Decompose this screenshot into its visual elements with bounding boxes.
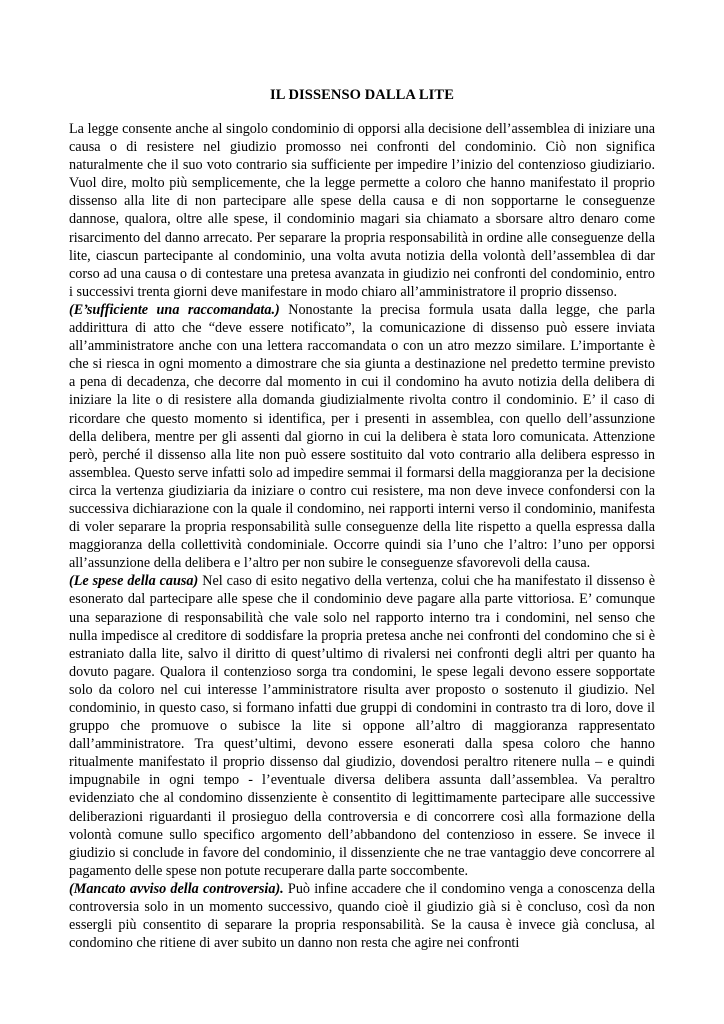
section-text-spese: Nel caso di esito negativo della vertenza, colui che ha manifestato il dissenso è esonerato dal partecipare alle spese che il condominio deve pagare alla parte vittoriosa. E’ comunque una separazione di responsabilità che vale solo nel rapporto interno tra i condomini, nel senso che nulla impedisce al creditore di soddisfare la propria pretesa anche nei confronti del condomino che si è estraniato dalla lite, salvo il diritto di quest’ultimo di rivalersi nei confronti degli altri per quanto ha dovuto pagare. Qualora il contenzioso sorga tra condomini, le spese legali devono essere sopportate solo da coloro nel cui interesse l’amministratore risulta aver proposto o sostenuto il giudizio. Nel condominio, in questo caso, si formano infatti due gruppi di condomini in contrasto tra di loro, dove il gruppo che promuove o subisce la lite si oppone all’altro di maggioranza rappresentato dall’amministratore. Tra quest’ultimi, devono essere esonerati dalla spesa coloro che hanno ritualmente manifestato il proprio dissenso dal giudizio, dovendosi peraltro ritenere nulla – e quindi impugnabile in ogni tempo - l’eventuale diversa delibera assunta dall’assemblea. Va peraltro evidenziato che al condomino dissenziente è consentito di legittimamente partecipare alle successive deliberazioni riguardanti il prosieguo della controversia e di concorrere così alla formazione della volontà comune sullo specifico argomento dell’abbandono del contenzioso in essere. Se invece il giudizio si conclude in favore del condominio, il dissenziente che ne trae vantaggio deve concorrere al pagamento delle spese non potute recuperare dalla parte soccombente. xyxy=(69,573,655,879)
document-body xyxy=(69,120,655,952)
section-heading-mancato-avviso: (Mancato avviso della controversia). xyxy=(69,880,284,897)
section-heading-raccomandata: (E’sufficiente una raccomandata.) xyxy=(69,301,280,318)
section-heading-spese: (Le spese della causa) xyxy=(69,573,199,590)
section-text-mancato-avviso: Può infine accadere che il condomino venga a conoscenza della controversia solo in un momento successivo, quando cioè il giudizio già si è concluso, così da non essergli più consentito di separare la propria responsabilità. Se la causa è invece già conclusa, al condomino che ritiene di aver subito un danno non resta che agire nei confronti xyxy=(69,880,655,952)
section-text-raccomandata: Nonostante la precisa formula usata dalla legge, che parla addirittura di atto che “deve essere notificato”, la comunicazione di dissenso può essere inviata all’amministratore anche con una lettera raccomandata o con un atro mezzo similare. L’importante è che si riesca in ogni momento a dimostrare che sia giunta a destinazione nel predetto termine previsto a pena di decadenza, che decorre dal momento in cui il condomino ha avuto notizia della delibera di iniziare la lite o di resistere alla domanda giudizialmente rivolta contro il condominio. E’ il caso di ricordare che questo momento si identifica, per i presenti in assemblea, con quello dell’assunzione della delibera, mentre per gli assenti dal giorno in cui la delibera è stata loro comunicata. Attenzione però, perché il dissenso alla lite non può essere sostituito dal voto contrario alla delibera espresso in assemblea. Questo serve infatti solo ad impedire semmai il formarsi della maggioranza per la decisione circa la vertenza giudiziaria da iniziare o contro cui resistere, ma non deve invece confondersi con la successiva dichiarazione con la quale il condomino, nei rapporti interni verso il condominio, manifesta di voler separare la propria responsabilità sulle conseguenze della lite rispetto a quella espressa dalla maggioranza della collettività condominiale. Occorre quindi sia l’uno che l’altro: l’uno per opporsi all’assunzione della delibera e l’altro per non subire le conseguenze sfavorevoli della causa. xyxy=(69,301,655,572)
section-mancato-avviso xyxy=(69,880,655,952)
intro-paragraph: La legge consente anche al singolo condominio di opporsi alla decisione dell’assemblea di iniziare una causa o di resistere nel giudizio promosso nei confronti del condominio. Ciò non significa naturalmente che il suo voto contrario sia sufficiente per impedire l’inizio del contenzioso giudiziario. Vuol dire, molto più semplicemente, che la legge permette a coloro che hanno manifestato il proprio dissenso alla lite di non partecipare alle spese della causa e di non sopportarne le conseguenze dannose, qualora, oltre alle spese, il condominio magari sia chiamato a sborsare altro denaro come risarcimento del danno arrecato. Per separare la propria responsabilità in ordine alle conseguenze della lite, ciascun partecipante al condominio, una volta avuta notizia della volontà dell’assemblea di dar corso ad una causa o di contestare una pretesa avanzata in giudizio nei confronti del condominio, entro i successivi trenta giorni deve manifestare in modo chiaro all’amministratore il proprio dissenso. xyxy=(69,121,655,300)
section-raccomandata xyxy=(69,301,655,572)
document-title: IL DISSENSO DALLA LITE xyxy=(270,87,454,103)
section-spese xyxy=(69,572,655,880)
